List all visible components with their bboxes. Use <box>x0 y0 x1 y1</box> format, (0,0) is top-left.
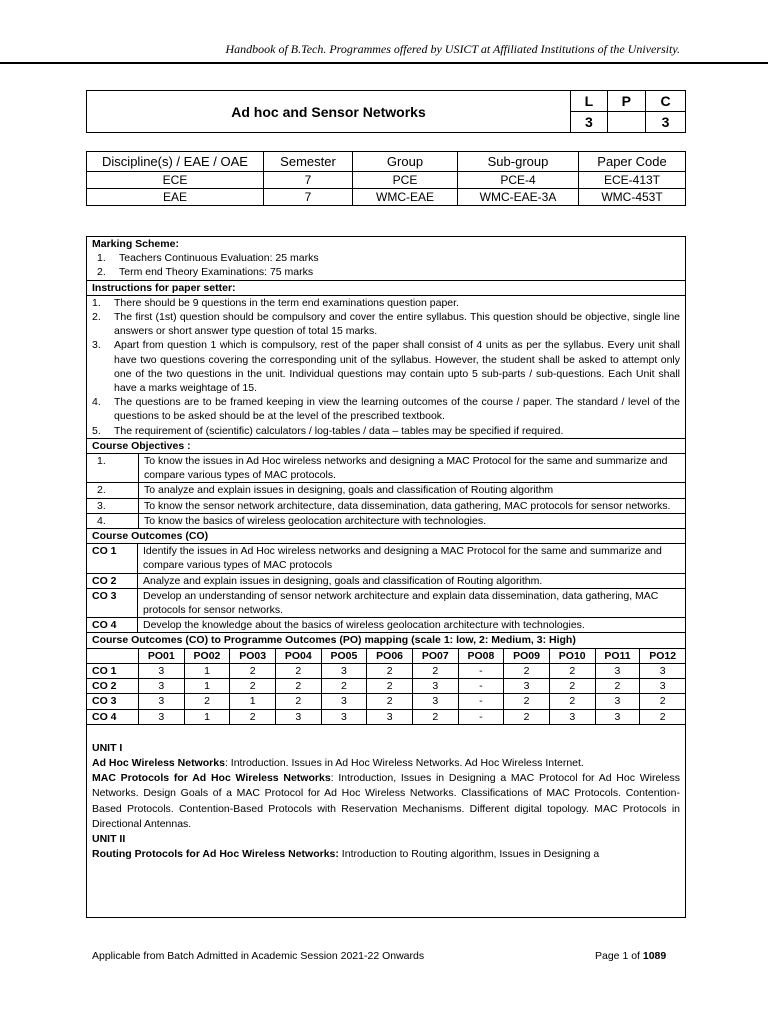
page-total: 1089 <box>642 950 667 962</box>
list-text: Term end Theory Examinations: 75 marks <box>119 266 314 279</box>
mapping-cell: 3 <box>549 709 595 724</box>
ltp-value-p <box>607 112 645 133</box>
mapping-cell: 2 <box>549 679 595 694</box>
list-number: 1. <box>92 296 101 309</box>
list-text: The first (1st) question should be compulsory and cover the entire syllabus. This question should be objective, single line answers or short answer type question of total 15 marks. <box>114 311 680 338</box>
unit-1-paragraph <box>92 771 680 832</box>
list-item <box>87 424 680 438</box>
outcome-row <box>87 589 685 618</box>
mapping-cell: 2 <box>412 709 458 724</box>
mapping-header-cell: PO07 <box>412 649 458 664</box>
mapping-cell: - <box>458 709 504 724</box>
mapping-header-cell: PO06 <box>367 649 413 664</box>
mapping-cell: 2 <box>275 679 321 694</box>
header-rule <box>0 62 768 64</box>
outcome-code: CO 4 <box>87 618 138 632</box>
outcome-code: CO 2 <box>87 574 138 588</box>
syllabus-box <box>86 236 686 918</box>
mapping-header-cell <box>87 649 139 664</box>
mapping-cell: CO 4 <box>87 709 139 724</box>
mapping-cell: 2 <box>321 679 367 694</box>
mapping-cell: 3 <box>595 663 640 678</box>
topic-title: Ad Hoc Wireless Networks <box>92 756 225 769</box>
mapping-cell: CO 3 <box>87 694 139 709</box>
topic-title: MAC Protocols for Ad Hoc Wireless Networks <box>92 772 331 785</box>
mapping-cell: 1 <box>184 679 230 694</box>
header-paper-code: Paper Code <box>579 152 686 172</box>
header-group: Group <box>353 152 458 172</box>
mapping-cell: 3 <box>412 694 458 709</box>
mapping-cell: 2 <box>504 694 550 709</box>
cell-semester: 7 <box>264 189 353 206</box>
list-text: The questions are to be framed keeping in view the learning outcomes of the course / paper. The standard / level of the questions to be asked should be at the level of the prescribed textbook. <box>114 396 680 423</box>
ltp-label-c: C <box>646 91 686 112</box>
topic-text: Introduction to Routing algorithm, Issues in Designing a <box>338 848 600 861</box>
list-number: 2. <box>97 266 106 279</box>
mapping-cell: 2 <box>275 663 321 678</box>
instructions-heading: Instructions for paper setter: <box>87 281 685 296</box>
ltp-label-p: P <box>607 91 645 112</box>
outcome-row <box>87 544 685 573</box>
objectives-heading: Course Objectives : <box>87 439 685 454</box>
outcome-text: Develop the knowledge about the basics of wireless geolocation architecture with technologies. <box>143 619 585 632</box>
objective-number: 3. <box>87 499 139 513</box>
outcomes-heading: Course Outcomes (CO) <box>87 529 685 544</box>
mapping-cell: 1 <box>184 709 230 724</box>
mapping-cell: 3 <box>139 694 185 709</box>
ltp-value-l: 3 <box>571 112 608 133</box>
ltp-value-c: 3 <box>646 112 686 133</box>
header-semester: Semester <box>264 152 353 172</box>
instructions-section <box>87 296 685 439</box>
cell-subgroup: PCE-4 <box>458 172 579 189</box>
ltp-label-l: L <box>571 91 608 112</box>
cell-group: WMC-EAE <box>353 189 458 206</box>
footer-applicability: Applicable from Batch Admitted in Academic Session 2021-22 Onwards <box>92 950 425 962</box>
objective-row <box>87 483 685 498</box>
table-row <box>87 172 686 189</box>
cell-paper-code: ECE-413T <box>579 172 686 189</box>
objective-text: To analyze and explain issues in designing, goals and classification of Routing algorithm <box>144 484 554 497</box>
marking-scheme-section <box>87 237 685 281</box>
mapping-cell: 2 <box>595 679 640 694</box>
outcome-text: Identify the issues in Ad Hoc wireless networks and designing a MAC Protocol for the same and summarize and compare various types of MAC protocols <box>143 545 662 572</box>
outcome-text: Analyze and explain issues in designing, goals and classification of Routing algorithm. <box>143 574 543 587</box>
mapping-header-cell: PO12 <box>640 649 685 664</box>
course-title-table <box>86 90 686 133</box>
list-number: 2. <box>92 311 101 324</box>
cell-semester: 7 <box>264 172 353 189</box>
header-discipline: Discipline(s) / EAE / OAE <box>87 152 264 172</box>
mapping-cell: 2 <box>230 679 276 694</box>
list-text: There should be 9 questions in the term end examinations question paper. <box>114 296 459 309</box>
mapping-cell: 2 <box>184 694 230 709</box>
objective-text: To know the issues in Ad Hoc wireless networks and designing a MAC Protocol for the same and summarize and compare various types of MAC protocols. <box>144 455 668 482</box>
outcome-code: CO 3 <box>87 589 138 617</box>
mapping-cell: - <box>458 679 504 694</box>
list-item <box>87 338 680 395</box>
mapping-cell: 3 <box>595 709 640 724</box>
marking-scheme-list <box>92 251 680 279</box>
mapping-cell: 3 <box>275 709 321 724</box>
objective-number: 2. <box>87 483 139 497</box>
unit-2-heading: UNIT II <box>92 832 126 845</box>
objective-row <box>87 499 685 514</box>
instructions-list <box>87 296 685 438</box>
mapping-cell: 3 <box>412 679 458 694</box>
mapping-cell: 2 <box>504 709 550 724</box>
units-section <box>87 725 685 863</box>
mapping-cell: 1 <box>230 694 276 709</box>
list-number: 4. <box>92 396 101 409</box>
table-row <box>87 663 685 678</box>
co-po-mapping-table <box>87 649 685 725</box>
mapping-cell: 1 <box>184 663 230 678</box>
mapping-cell: 3 <box>139 663 185 678</box>
mapping-cell: 3 <box>321 709 367 724</box>
list-number: 1. <box>97 252 106 265</box>
topic-title: Routing Protocols for Ad Hoc Wireless Networks: <box>92 848 339 861</box>
mapping-header-cell: PO09 <box>504 649 550 664</box>
mapping-cell: 3 <box>367 709 413 724</box>
mapping-cell: 2 <box>640 694 685 709</box>
mapping-cell: 2 <box>549 663 595 678</box>
table-row <box>87 189 686 206</box>
list-item <box>92 265 675 279</box>
topic-text: : Introduction. Issues in Ad Hoc Wireless Networks. Ad Hoc Wireless Internet. <box>224 756 584 769</box>
list-number: 3. <box>92 339 101 352</box>
outcome-text: Develop an understanding of sensor network architecture and explain data dissemination, data gathering, MAC protocols for sensor networks. <box>143 589 659 617</box>
unit-1-paragraph <box>92 756 680 771</box>
table-row <box>87 679 685 694</box>
cell-discipline: EAE <box>87 189 264 206</box>
list-number: 5. <box>92 424 101 437</box>
mapping-cell: 3 <box>504 679 550 694</box>
list-text: The requirement of (scientific) calculators / log-tables / data – tables may be specified if required. <box>114 424 564 437</box>
mapping-header-cell: PO05 <box>321 649 367 664</box>
mapping-cell: 2 <box>367 663 413 678</box>
mapping-cell: 3 <box>139 709 185 724</box>
objective-number: 1. <box>87 454 139 482</box>
mapping-header-cell: PO08 <box>458 649 504 664</box>
mapping-cell: 3 <box>321 663 367 678</box>
outcome-code: CO 1 <box>87 544 138 572</box>
table-row <box>87 694 685 709</box>
footer-page-number <box>595 950 666 962</box>
mapping-cell: 3 <box>640 663 685 678</box>
mapping-header-cell: PO01 <box>139 649 185 664</box>
mapping-header-cell: PO04 <box>275 649 321 664</box>
discipline-table-header <box>87 152 686 172</box>
mapping-cell: 3 <box>640 679 685 694</box>
unit-1-heading: UNIT I <box>92 741 123 754</box>
mapping-cell: 2 <box>367 694 413 709</box>
objective-number: 4. <box>87 514 139 528</box>
list-item <box>87 395 680 423</box>
mapping-header-cell: PO02 <box>184 649 230 664</box>
mapping-cell: 3 <box>321 694 367 709</box>
discipline-table <box>86 151 686 206</box>
list-text: Teachers Continuous Evaluation: 25 marks <box>119 252 319 265</box>
mapping-header-cell: PO11 <box>595 649 640 664</box>
list-item <box>87 296 680 310</box>
outcome-row <box>87 574 685 589</box>
mapping-cell: 3 <box>595 694 640 709</box>
cell-subgroup: WMC-EAE-3A <box>458 189 579 206</box>
cell-group: PCE <box>353 172 458 189</box>
page-prefix: Page 1 of <box>595 950 643 962</box>
list-item <box>92 251 675 265</box>
objective-text: To know the basics of wireless geolocation architecture with technologies. <box>144 514 487 527</box>
mapping-cell: 2 <box>367 679 413 694</box>
objective-row <box>87 514 685 529</box>
mapping-cell: 2 <box>504 663 550 678</box>
header-subgroup: Sub-group <box>458 152 579 172</box>
mapping-header-row <box>87 649 685 664</box>
mapping-heading: Course Outcomes (CO) to Programme Outcomes (PO) mapping (scale 1: low, 2: Medium, 3: High) <box>87 633 685 648</box>
table-row <box>87 709 685 724</box>
mapping-cell: 2 <box>549 694 595 709</box>
outcome-row <box>87 618 685 633</box>
mapping-cell: 2 <box>230 663 276 678</box>
mapping-cell: 3 <box>139 679 185 694</box>
mapping-cell: CO 1 <box>87 663 139 678</box>
objective-row <box>87 454 685 483</box>
handbook-header: Handbook of B.Tech. Programmes offered by USICT at Affiliated Institutions of the University. <box>225 42 680 56</box>
mapping-cell: 2 <box>412 663 458 678</box>
cell-paper-code: WMC-453T <box>579 189 686 206</box>
mapping-cell: - <box>458 663 504 678</box>
mapping-cell: CO 2 <box>87 679 139 694</box>
cell-discipline: ECE <box>87 172 264 189</box>
list-text: Apart from question 1 which is compulsory, rest of the paper shall consist of 4 units as per the syllabus. Every unit shall have two questions covering the corresponding unit of the syllabus. However, the student shall be asked to attempt only one of the two questions in the unit. Individual questions may contain upto 5 sub-parts / sub-questions. Each Unit shall have a marks weightage of 15. <box>114 339 680 395</box>
objective-text: To know the sensor network architecture, data dissemination, data gathering, MAC protocols for sensor networks. <box>144 499 671 512</box>
list-item <box>87 310 680 338</box>
mapping-cell: 2 <box>275 694 321 709</box>
topic-text: : Introduction, Issues in Designing a MAC Protocol for Ad Hoc Wireless Networks. Design Goals of a MAC Protocol for Ad Hoc Wireless Networks. Classifications of MAC Protocols. Contention-Based Protocols. Contention-Based Protocols with Reservation Mechanisms. Different digital topology. MAC Protocols in Directional Antennas. <box>92 772 680 830</box>
mapping-header-cell: PO03 <box>230 649 276 664</box>
mapping-cell: - <box>458 694 504 709</box>
unit-2-paragraph <box>92 847 680 862</box>
mapping-cell: 2 <box>230 709 276 724</box>
mapping-header-cell: PO10 <box>549 649 595 664</box>
mapping-cell: 2 <box>640 709 685 724</box>
marking-scheme-heading: Marking Scheme: <box>92 238 179 250</box>
course-title: Ad hoc and Sensor Networks <box>87 91 571 133</box>
